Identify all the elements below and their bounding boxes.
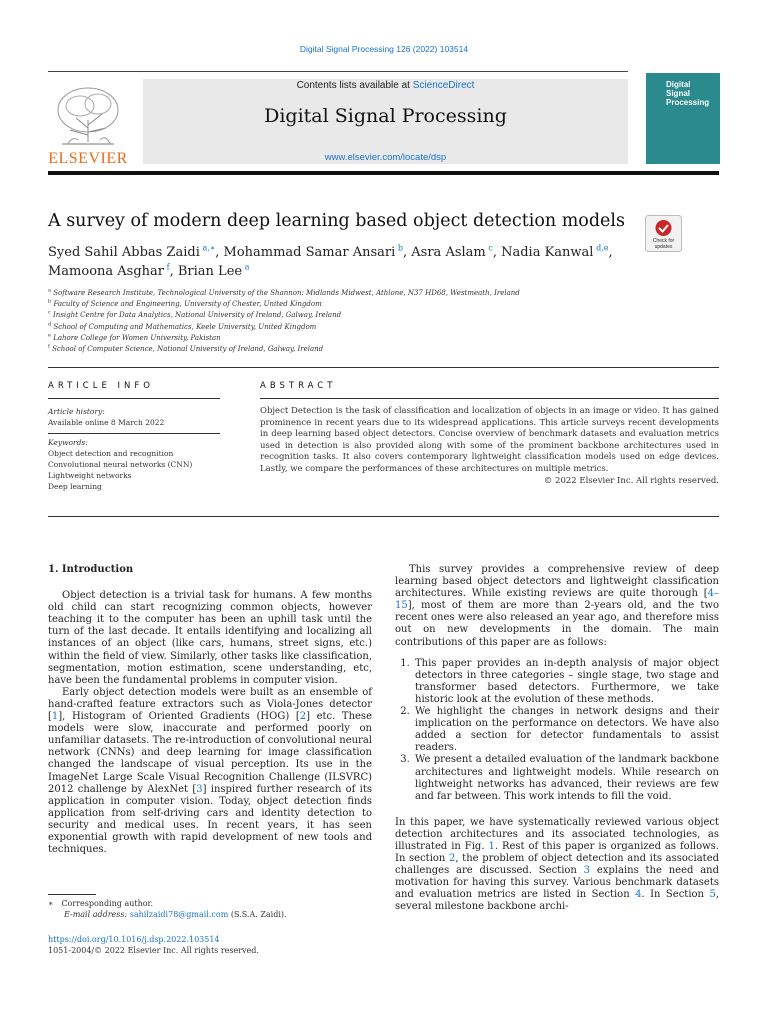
list-item: 3. We present a detailed evaluation of the landmark backbone architectures and lightweight models. While research on lightweight networks has advanced, their reviews are few and far between. This work intends to fill the void. — [413, 754, 719, 802]
keyword: Lightweight networks — [48, 471, 132, 480]
keyword: Object detection and recognition — [48, 449, 174, 458]
author-affil-mark[interactable]: c — [488, 243, 493, 253]
author-name[interactable]: Asra Aslam — [411, 245, 486, 260]
citation-link[interactable]: 2 — [299, 711, 307, 723]
paragraph: In this paper, we have systematically reviewed various object detection architectures and its associated technologies, as illustrated in Fig. 1. Rest of this paper is organized as follows. In section 2, the problem of object detection and its associated challenges are discussed. Section 3 explains the need and motivation for having this survey. Various benchmark datasets and evaluation metrics are listed in Section 4. In Section 5, several milestone backbone archi- — [395, 816, 720, 913]
cover-title: Digital Signal Processing — [666, 80, 710, 107]
paragraph: Early object detection models were built as an ensemble of hand-crafted feature extractors such as Viola-Jones detector [1], Histogram of Oriented Gradients (HOG) [2] etc. These models were slow, inaccurate and performed poorly on unfamiliar datasets. The re-introduction of convolutional neural network (CNNs) and deep learning for image classification changed the landscape of visual perception. Its use in the ImageNet Large Scale Visual Recognition Challenge (ILSVRC) 2012 challenge by AlexNet [3] inspired further research of its application in computer vision. Today, object detection finds application from self-driving cars and identity detection to security and medical uses. In recent years, it has seen exponential growth with rapid development of new tools and techniques. — [48, 686, 372, 856]
right-column — [395, 564, 719, 914]
figure-link[interactable]: 1 — [488, 840, 495, 852]
keywords-label: Keywords: — [48, 438, 88, 447]
article-title: A survey of modern deep learning based object detection models — [48, 211, 625, 231]
contents-prefix: Contents lists available at — [296, 80, 413, 91]
section-link[interactable]: 4 — [635, 889, 642, 901]
abstract-text: Object Detection is the task of classification and localization of objects in an image or video. It has gained prominence in recent years due to its widespread applications. This article surveys recent developments in deep learning based object detectors. Concise overview of benchmark datasets and evaluation metrics used in detection is also provided along with some of the prominent backbone architectures used in recognition tasks. It also covers contemporary lightweight classification models used on edge devices. Lastly, we compare the performances of these architectures on multiple metrics. — [260, 406, 719, 474]
sciencedirect-link[interactable]: ScienceDirect — [412, 80, 475, 91]
header-bottom-rule — [48, 171, 719, 175]
author-affil-mark[interactable]: a — [244, 262, 250, 272]
affiliation-list — [48, 288, 688, 355]
journal-url-link[interactable]: www.elsevier.com/locate/dsp — [324, 152, 447, 163]
section-link[interactable]: 5 — [709, 889, 716, 901]
author-name[interactable]: Mohammad Samar Ansari — [223, 245, 396, 260]
info-divider — [48, 433, 220, 434]
doi-block — [48, 934, 259, 956]
keyword: Convolutional neural networks (CNN) — [48, 460, 193, 469]
article-info — [48, 406, 220, 492]
abstract-bottom-rule — [48, 516, 719, 517]
author-name[interactable]: Syed Sahil Abbas Zaidi — [48, 245, 200, 260]
author-affil-mark[interactable]: f — [166, 262, 170, 272]
history-label: Article history: — [48, 407, 105, 416]
list-item: 2. We highlight the changes in network designs and their implication on the performance on detectors. We have also added a section for detector fundamentals to assist readers. — [413, 706, 719, 754]
issn-line: 1051-2004/© 2022 Elsevier Inc. All rights reserved. — [48, 946, 259, 955]
author-affil-mark[interactable]: b — [397, 243, 404, 253]
journal-reference[interactable]: Digital Signal Processing 126 (2022) 103514 — [299, 44, 469, 54]
footnote-rule — [48, 894, 96, 895]
affiliation: $^d$ School of Computing and Mathematics, Keele University, United Kingdom — [48, 321, 317, 331]
footnote — [48, 898, 368, 920]
email-link[interactable]: sahilzaidi78@gmail.com — [129, 910, 229, 919]
svg-text:updates: updates — [654, 244, 673, 250]
abstract-body — [260, 406, 719, 487]
email-note: E-mail address: sahilzaidi78@gmail.com (S.S.A. Zaidi). — [64, 910, 287, 919]
section-link[interactable]: 2 — [449, 853, 456, 865]
corresponding-note: ∗ Corresponding author. — [48, 899, 154, 908]
author-name[interactable]: Mamoona Asghar — [48, 264, 165, 279]
abstract-head-rule — [260, 398, 719, 399]
keyword: Deep learning — [48, 482, 102, 491]
contributions-list — [395, 658, 719, 803]
paragraph: Object detection is a trivial task for humans. A few months old child can start recognizing common objects, however teaching it to the computer has been an uphill task until the turn of the last decade. It entails identifying and localizing all instances of an object (like cars, humans, street signs, etc.) within the field of view. Similarly, other tasks like classification, segmentation, motion estimation, scene understanding, etc, have been the fundamental problems in computer vision. — [48, 590, 372, 686]
abstract-heading: ABSTRACT — [260, 381, 337, 391]
journal-title: Digital Signal Processing — [264, 105, 507, 127]
section-heading: 1. Introduction — [48, 564, 134, 575]
affiliation: $^a$ Software Research Institute, Technological University of the Shannon: Midlands Midwest, Athlone, N37 HD68, Westmeath, Ireland — [48, 287, 520, 297]
check-for-updates-icon[interactable] — [645, 215, 682, 252]
citation-link[interactable]: 1 — [51, 711, 59, 723]
contents-line — [143, 80, 628, 91]
info-head-rule — [48, 398, 220, 399]
paragraph: This survey provides a comprehensive review of deep learning based object detectors and lightweight classification architectures. While existing reviews are quite thorough [4–15], most of them are more than 2-years old, and the two recent ones were also released an year ago, and therefore miss out on new developments in the domain. The main contributions of this paper are as follows: — [395, 564, 719, 648]
svg-text:Check for: Check for — [652, 238, 675, 244]
header-top-rule — [48, 71, 628, 72]
citation-link[interactable]: 3 — [196, 783, 203, 795]
list-item: 1. This paper provides an in-depth analysis of major object detectors in three categories – single stage, two stage and transformer based detectors. Furthermore, we take historic look at the evolution of these methods. — [413, 658, 719, 706]
affiliation: $^c$ Insight Centre for Data Analytics, National University of Ireland, Galway, Ireland — [48, 310, 342, 320]
author-affil-mark[interactable]: d,e — [596, 243, 609, 253]
affiliation: $^f$ School of Computer Science, National University of Ireland, Galway, Ireland — [48, 343, 324, 354]
affiliation: $^b$ Faculty of Science and Engineering, University of Chester, United Kingdom — [48, 298, 322, 309]
info-top-rule — [48, 367, 719, 368]
doi-link[interactable]: https://doi.org/10.1016/j.dsp.2022.103514 — [48, 935, 220, 944]
history-value: Available online 8 March 2022 — [48, 418, 165, 427]
citation-link[interactable]: 4–15 — [395, 588, 719, 612]
article-info-heading: ARTICLE INFO — [48, 381, 154, 391]
abstract-copyright: © 2022 Elsevier Inc. All rights reserved. — [543, 475, 719, 486]
affiliation: $^e$ Lahore College for Women University, Pakistan — [48, 332, 221, 342]
publisher-name: ELSEVIER — [48, 150, 128, 167]
left-column — [48, 564, 372, 856]
author-list: Syed Sahil Abbas Zaidi $^{a,∗}$, Mohammad Samar Ansari $^b$, Asra Aslam $^c$, Nadia Kanwal $^{d,e}$, Mamoona Asghar $^f$, Brian Lee $^a$ — [48, 243, 613, 279]
author-affil-mark[interactable]: a,∗ — [202, 243, 216, 253]
author-name[interactable]: Nadia Kanwal — [501, 245, 594, 260]
author-name[interactable]: Brian Lee — [177, 264, 243, 279]
section-link[interactable]: 3 — [583, 865, 591, 877]
